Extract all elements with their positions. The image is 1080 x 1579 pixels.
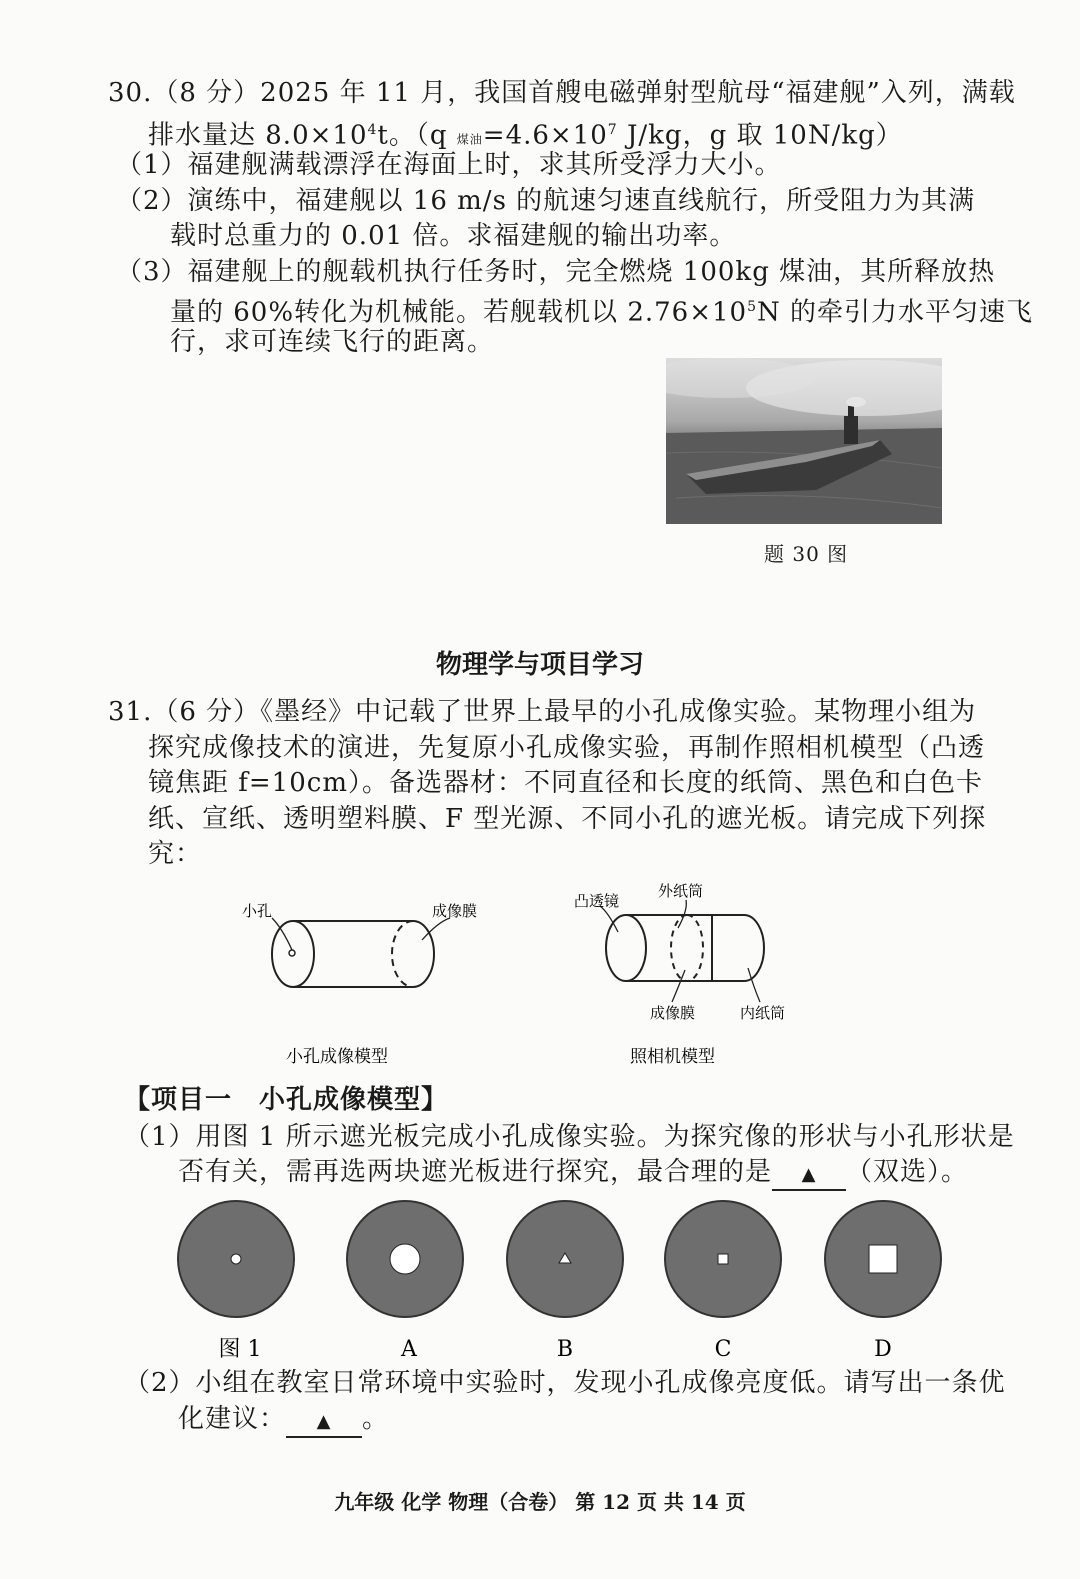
- plate-label-b: B: [556, 1337, 574, 1362]
- q31-sub1-line1: （1）用图 1 所示遮光板完成小孔成像实验。为探究像的形状与小孔形状是: [124, 1122, 1015, 1152]
- q31-line1: 31.（6 分）《墨经》中记载了世界上最早的小孔成像实验。某物理小组为: [108, 697, 977, 727]
- pinhole-label: 小孔: [242, 902, 273, 920]
- camera-model-diagram: [574, 882, 785, 1067]
- plate-a: [347, 1201, 463, 1317]
- plate-fig1: [178, 1201, 294, 1317]
- page-footer: 九年级 化学 物理（合卷） 第 12 页 共 14 页: [334, 1490, 746, 1514]
- plate-label-fig1: 图 1: [218, 1337, 262, 1362]
- plate-label-d: D: [874, 1337, 892, 1362]
- pinhole-model-diagram: [242, 902, 477, 1067]
- camera-inner-tube-label: 内纸筒: [740, 1004, 786, 1022]
- plate-label-c: C: [714, 1337, 732, 1362]
- q30-line1: 30.（8 分）2025 年 11 月，我国首艘电磁弹射型航母“福建舰”入列，满载: [108, 78, 1016, 108]
- camera-outer-tube-label: 外纸筒: [658, 882, 704, 900]
- q31-sub2-line1: （2）小组在教室日常环境中实验时，发现小孔成像亮度低。请写出一条优: [124, 1368, 1006, 1398]
- answer-blank-1[interactable]: ▲: [772, 1158, 846, 1191]
- q31-line2: 探究成像技术的演进，先复原小孔成像实验，再制作照相机模型（凸透: [148, 733, 986, 763]
- plates-diagram: [160, 1192, 960, 1367]
- plate-c: [665, 1201, 781, 1317]
- q31-line5: 究：: [148, 839, 203, 869]
- q30-part2-line2: 载时总重力的 0.01 倍。求福建舰的输出功率。: [170, 221, 737, 251]
- pinhole-model-caption: 小孔成像模型: [286, 1047, 388, 1067]
- aircraft-carrier-photo: [666, 358, 942, 524]
- camera-lens-label: 凸透镜: [574, 892, 620, 910]
- plate-label-a: A: [401, 1337, 417, 1362]
- q30-part1: （1）福建舰满载漂浮在海面上时，求其所受浮力大小。: [116, 150, 782, 180]
- plate-d: [825, 1201, 941, 1317]
- camera-model-caption: 照相机模型: [630, 1047, 715, 1067]
- models-diagram: [200, 870, 840, 1080]
- project1-title: 【项目一 小孔成像模型】: [124, 1085, 449, 1115]
- q30-part2-line1: （2）演练中，福建舰以 16 m/s 的航速匀速直线航行，所受阻力为其满: [116, 186, 976, 216]
- q30-part3-line3: 行，求可连续飞行的距离。: [170, 327, 495, 357]
- q31-line3: 镜焦距 f=10cm）。备选器材：不同直径和长度的纸筒、黑色和白色卡: [148, 768, 983, 798]
- camera-screen-label: 成像膜: [650, 1004, 696, 1022]
- q30-part3-line2: 量的 60%转化为机械能。若舰载机以 $2.76\times 10^5N$ 的牵引力水平匀速飞: [170, 297, 1034, 328]
- pinhole-screen-label: 成像膜: [432, 902, 478, 920]
- q31-sub2-line2: 化建议： ▲ 。: [178, 1402, 389, 1438]
- q30-line2: 排水量达 $8.0\times 10^4t$。（q 煤油$=4.6\times 10^7$ J/kg，g 取 10N/kg）: [148, 120, 903, 151]
- section-title: 物理学与项目学习: [435, 650, 644, 680]
- q31-line4: 纸、宣纸、透明塑料膜、F 型光源、不同小孔的遮光板。请完成下列探: [148, 804, 987, 834]
- q31-sub1-line2: 否有关，需再选两块遮光板进行探究，最合理的是 ▲ （双选）。: [178, 1155, 968, 1191]
- figure-30-caption: 题 30 图: [764, 542, 849, 566]
- q30-part3-line1: （3）福建舰上的舰载机执行任务时，完全燃烧 100kg 煤油，其所释放热: [116, 257, 996, 287]
- answer-blank-2[interactable]: ▲: [286, 1405, 362, 1438]
- carrier-illustration: [666, 358, 942, 524]
- plate-b: [507, 1201, 623, 1317]
